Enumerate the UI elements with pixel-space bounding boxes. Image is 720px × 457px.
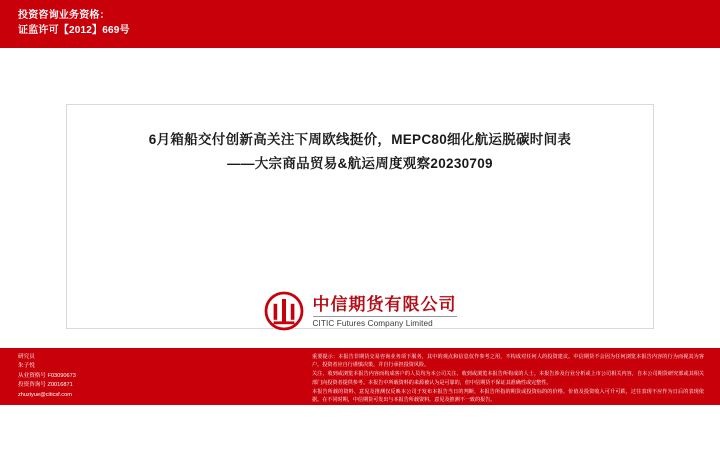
disclaimer-text — [312, 353, 704, 457]
top-banner — [0, 0, 720, 48]
analyst-name: 朱子悦 — [18, 363, 35, 370]
company-logo — [67, 291, 653, 331]
analyst-email[interactable]: zhuziyue@citicsf.com — [18, 391, 72, 398]
title-card — [66, 104, 654, 329]
disclaimer-line-6: 本报告版权仅为本公司所有。未经事先书面许可，任何机构和个人不得以任何形式翻版、复制和发布，如引用、刊发，需注明出处为中信期货，且不得对本报告进行有悖原意的引用、删节和修改。 — [312, 441, 704, 456]
title-block — [67, 128, 653, 176]
citic-logo-icon — [264, 291, 304, 331]
analyst-info — [18, 353, 76, 400]
disclaimer-line-2: 关注、收到或浏览本报告内容而构成客户的人员均为本公司关注、收到或浏览本报告所构成的人士。本报告涉及行业分析或上市公司相关内容，自本公司期货研究部或其相关部门向投资者提供参考。本报告中所载资料的来源被认为是可靠的，但中信期货不保证其准确性或完整性。 — [312, 371, 704, 386]
analyst-consulting-number: 投资咨询号 Z0016871 — [18, 382, 73, 389]
company-name-cn: 中信期货有限公司 — [312, 294, 457, 314]
qualification-line-1: 投资咨询业务资格： — [18, 10, 110, 21]
company-name-en: CITIC Futures Company Limited — [313, 316, 457, 329]
disclaimer-line-1: 重要提示：本报告非期货交易咨询业务项下服务，其中的观点和信息仅作参考之用，不构成对任何人的投资建议。中信期货不会因为任何浏览本报告内容的行为而视其为客户。投资者应自行谨慎决策，并自行承担投资风险。 — [312, 354, 704, 369]
qualification-line-2: 证监许可【2012】669号 — [18, 25, 130, 36]
page-title: 6月箱船交付创新高关注下周欧线挺价，MEPC80细化航运脱碳时间表 — [148, 132, 572, 147]
logo-text — [313, 294, 457, 329]
analyst-license: 从业资格号 F03090673 — [18, 372, 76, 379]
page-subtitle: ——大宗商品贸易&航运周度观察20230709 — [227, 156, 493, 171]
analyst-role-label: 研究员 — [18, 354, 35, 360]
disclaimer-line-5: 本公司及其关联机构不对任何人因使用本报告中的任何内容所引致的任何损失负任何责任。除非法律法规有明确规定，在任何情况下，中信期货不对任何人因使用本报告中的任何内容所引致的任何损失负任何责任。 — [312, 423, 704, 438]
disclaimer-line-4: 中信期货不保证本报告所含信息保持在最新状态。中信期货对本报告所含信息可在不发出通知的情形下做出修改，投资者应当自行关注相应的更新或修改。本报告中的内容和意见仅供参考，并不构成对所述证券买卖的出价或征价。 — [312, 406, 704, 421]
qualification-text — [18, 8, 130, 38]
disclaimer-line-3: 本报告所载的资料、意见及推测仅反映本公司于发布本报告当日的判断，本报告所指的期货或投资标的的价格、价值及投资收入可升可跌，过往表现不应作为日后的表现依据。在不同时期，中信期货可发出与本报告所载资料、意见及推测不一致的报告。 — [312, 388, 704, 404]
bottom-bar — [0, 348, 720, 456]
